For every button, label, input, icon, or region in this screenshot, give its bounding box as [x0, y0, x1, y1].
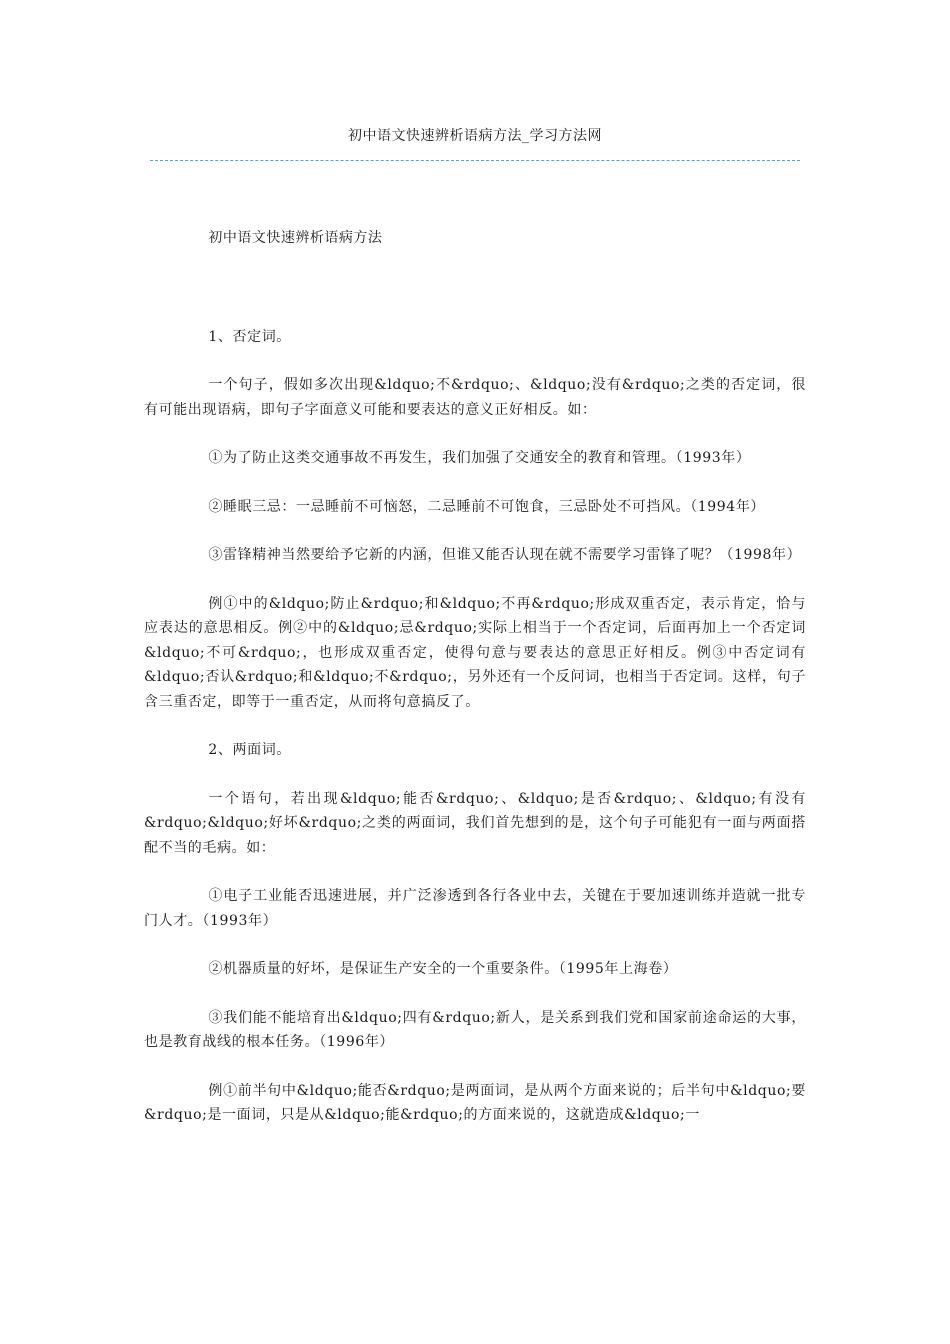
example-sentence: ③我们能不能培育出&ldquo;四有&rdquo;新人，是关系到我们党和国家前途命运的大事，也是教育战线的根本任务。（1996年） [144, 1009, 806, 1050]
section-heading-two-sided: 2、两面词。 [208, 742, 291, 758]
example-sentence: ①为了防止这类交通事故不再发生，我们加强了交通安全的教育和管理。（1993年） [208, 450, 751, 466]
page-header-title: 初中语文快速辨析语病方法_学习方法网 [348, 128, 602, 144]
paragraph: 例①中的&ldquo;防止&rdquo;和&ldquo;不再&rdquo;形成双重否定，表示肯定，恰与应表达的意思相反。例②中的&ldquo;忌&rdquo;实际上相当于一个否定词，后面再加上一个否定词&ldquo;不可&rdquo;，也形成双重否定，使得句意与要表达的意思正好相反。例③中否定词有&ldquo;否认&rdquo;和&ldquo;不&rdquo;，另外还有一个反问词，也相当于否定词。这样，句子含三重否定，即等于一重否定，从而将句意搞反了。 [144, 595, 806, 710]
paragraph: 一个语句，若出现&ldquo;能否&rdquo;、&ldquo;是否&rdquo;、&ldquo;有没有&rdquo;&ldquo;好坏&rdquo;之类的两面词，我们首先想到的是，这个句子可能犯有一面与两面搭配不当的毛病。如： [144, 790, 806, 856]
example-sentence: ③雷锋精神当然要给予它新的内涵，但谁又能否认现在就不需要学习雷锋了呢？（1998年） [208, 547, 802, 563]
header-divider [150, 160, 800, 161]
example-sentence: ①电子工业能否迅速进展，并广泛渗透到各行各业中去，关键在于要加速训练并造就一批专门人才。（1993年） [144, 888, 806, 929]
article-body [144, 226, 806, 1128]
paragraph: 例①前半句中&ldquo;能否&rdquo;是两面词，是从两个方面来说的；后半句中&ldquo;要&rdquo;是一面词，只是从&ldquo;能&rdquo;的方面来说的，这就造成&ldquo;一 [144, 1082, 806, 1123]
example-sentence: ②睡眠三忌：一忌睡前不可恼怒，二忌睡前不可饱食，三忌卧处不可挡风。（1994年） [208, 498, 766, 515]
section-heading-negation: 1、否定词。 [208, 328, 291, 345]
paragraph: 一个句子，假如多次出现&ldquo;不&rdquo;、&ldquo;没有&rdquo;之类的否定词，很有可能出现语病，即句子字面意义可能和要表达的意义正好相反。如： [144, 377, 806, 418]
article-title: 初中语文快速辨析语病方法 [208, 230, 383, 246]
example-sentence: ②机器质量的好坏，是保证生产安全的一个重要条件。（1995年上海卷） [208, 961, 678, 977]
